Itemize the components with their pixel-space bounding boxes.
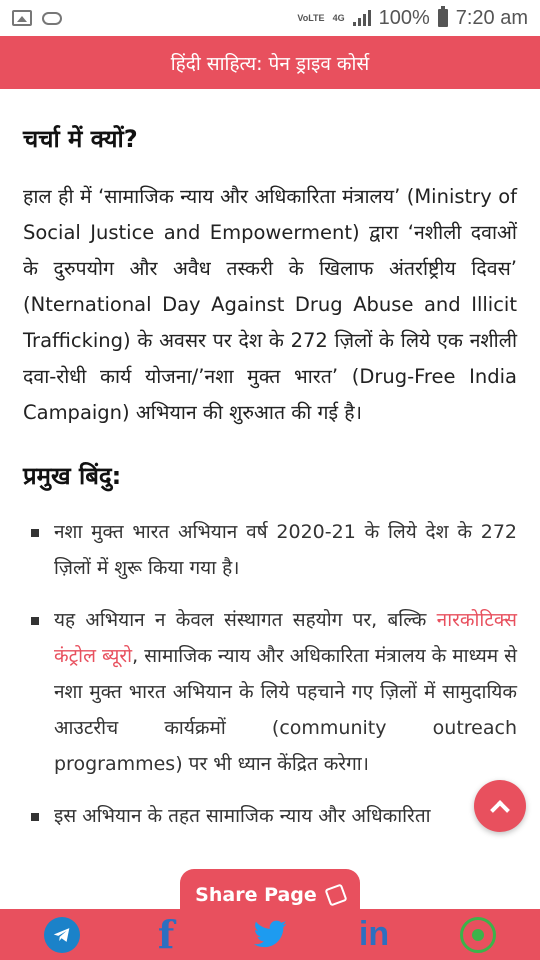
facebook-icon: f: [157, 911, 175, 957]
battery-percent: 100%: [378, 6, 430, 29]
article-content[interactable]: [0, 89, 540, 909]
whatsapp-icon: [460, 917, 496, 953]
list-item: [31, 798, 517, 834]
list-item: [31, 514, 517, 586]
point-text: इस अभियान के तहत सामाजिक न्याय और अधिकारिता: [54, 805, 431, 827]
signal-icon: [353, 10, 371, 26]
telegram-icon: [44, 917, 80, 953]
status-bar: [0, 0, 540, 36]
header-title[interactable]: हिंदी साहित्य: पेन ड्राइव कोर्स: [170, 52, 370, 75]
key-points-list: [23, 514, 517, 834]
heading-key-points: प्रमुख बिंदु:: [23, 462, 122, 490]
gallery-icon: [12, 10, 32, 26]
point-text: , सामाजिक न्याय और अधिकारिता मंत्रालय के माध्यम से नशा मुक्त भारत अभियान के लिये पहचाने गए ज़िलों में सामुदायिक आउटरीच कार्यक्रमों (community outreach programmes) पर भी ध्यान केंद्रित करेगा।: [54, 645, 517, 775]
cloud-icon: [42, 12, 62, 25]
twitter-icon: [252, 920, 288, 950]
scroll-top-button[interactable]: [474, 780, 526, 832]
list-item: [31, 602, 517, 782]
ncb-link[interactable]: नारकोटिक्स कंट्रोल ब्यूरो: [54, 609, 517, 667]
linkedin-button[interactable]: [352, 913, 396, 957]
app-header: [0, 36, 540, 89]
linkedin-icon: in: [358, 915, 390, 953]
heading-why-in-news: चर्चा में क्यों?: [23, 125, 138, 153]
facebook-button[interactable]: [144, 913, 188, 957]
share-page-label: Share Page: [195, 884, 317, 906]
battery-icon: [438, 9, 448, 27]
volte-indicator: VoLTE: [297, 12, 325, 23]
whatsapp-button[interactable]: [456, 913, 500, 957]
telegram-button[interactable]: [40, 913, 84, 957]
twitter-button[interactable]: [248, 913, 292, 957]
network-type: 4G: [332, 12, 345, 23]
clock: 7:20 am: [455, 6, 528, 29]
chevron-up-icon: [490, 800, 510, 820]
thumbs-up-icon: [324, 883, 347, 906]
point-text: नशा मुक्त भारत अभियान वर्ष 2020-21 के लिये देश के 272 ज़िलों में शुरू किया गया है।: [54, 521, 517, 579]
share-bar: [0, 909, 540, 960]
point-text: यह अभियान न केवल संस्थागत सहयोग पर, बल्कि: [54, 609, 437, 631]
intro-paragraph: हाल ही में ‘सामाजिक न्याय और अधिकारिता मंत्रालय’ (Ministry of Social Justice and Empowerment) द्वारा ‘नशीली दवाओं के दुरुपयोग और अवैध तस्करी के खिलाफ अंतर्राष्ट्रीय दिवस’ (Nternational Day Against Drug Abuse and Illicit Trafficking) के अवसर पर देश के 272 ज़िलों के लिये एक नशीली दवा-रोधी कार्य योजना/’नशा मुक्त भारत’ (Drug-Free India Campaign) अभियान की शुरुआत की गई है।: [23, 185, 517, 424]
